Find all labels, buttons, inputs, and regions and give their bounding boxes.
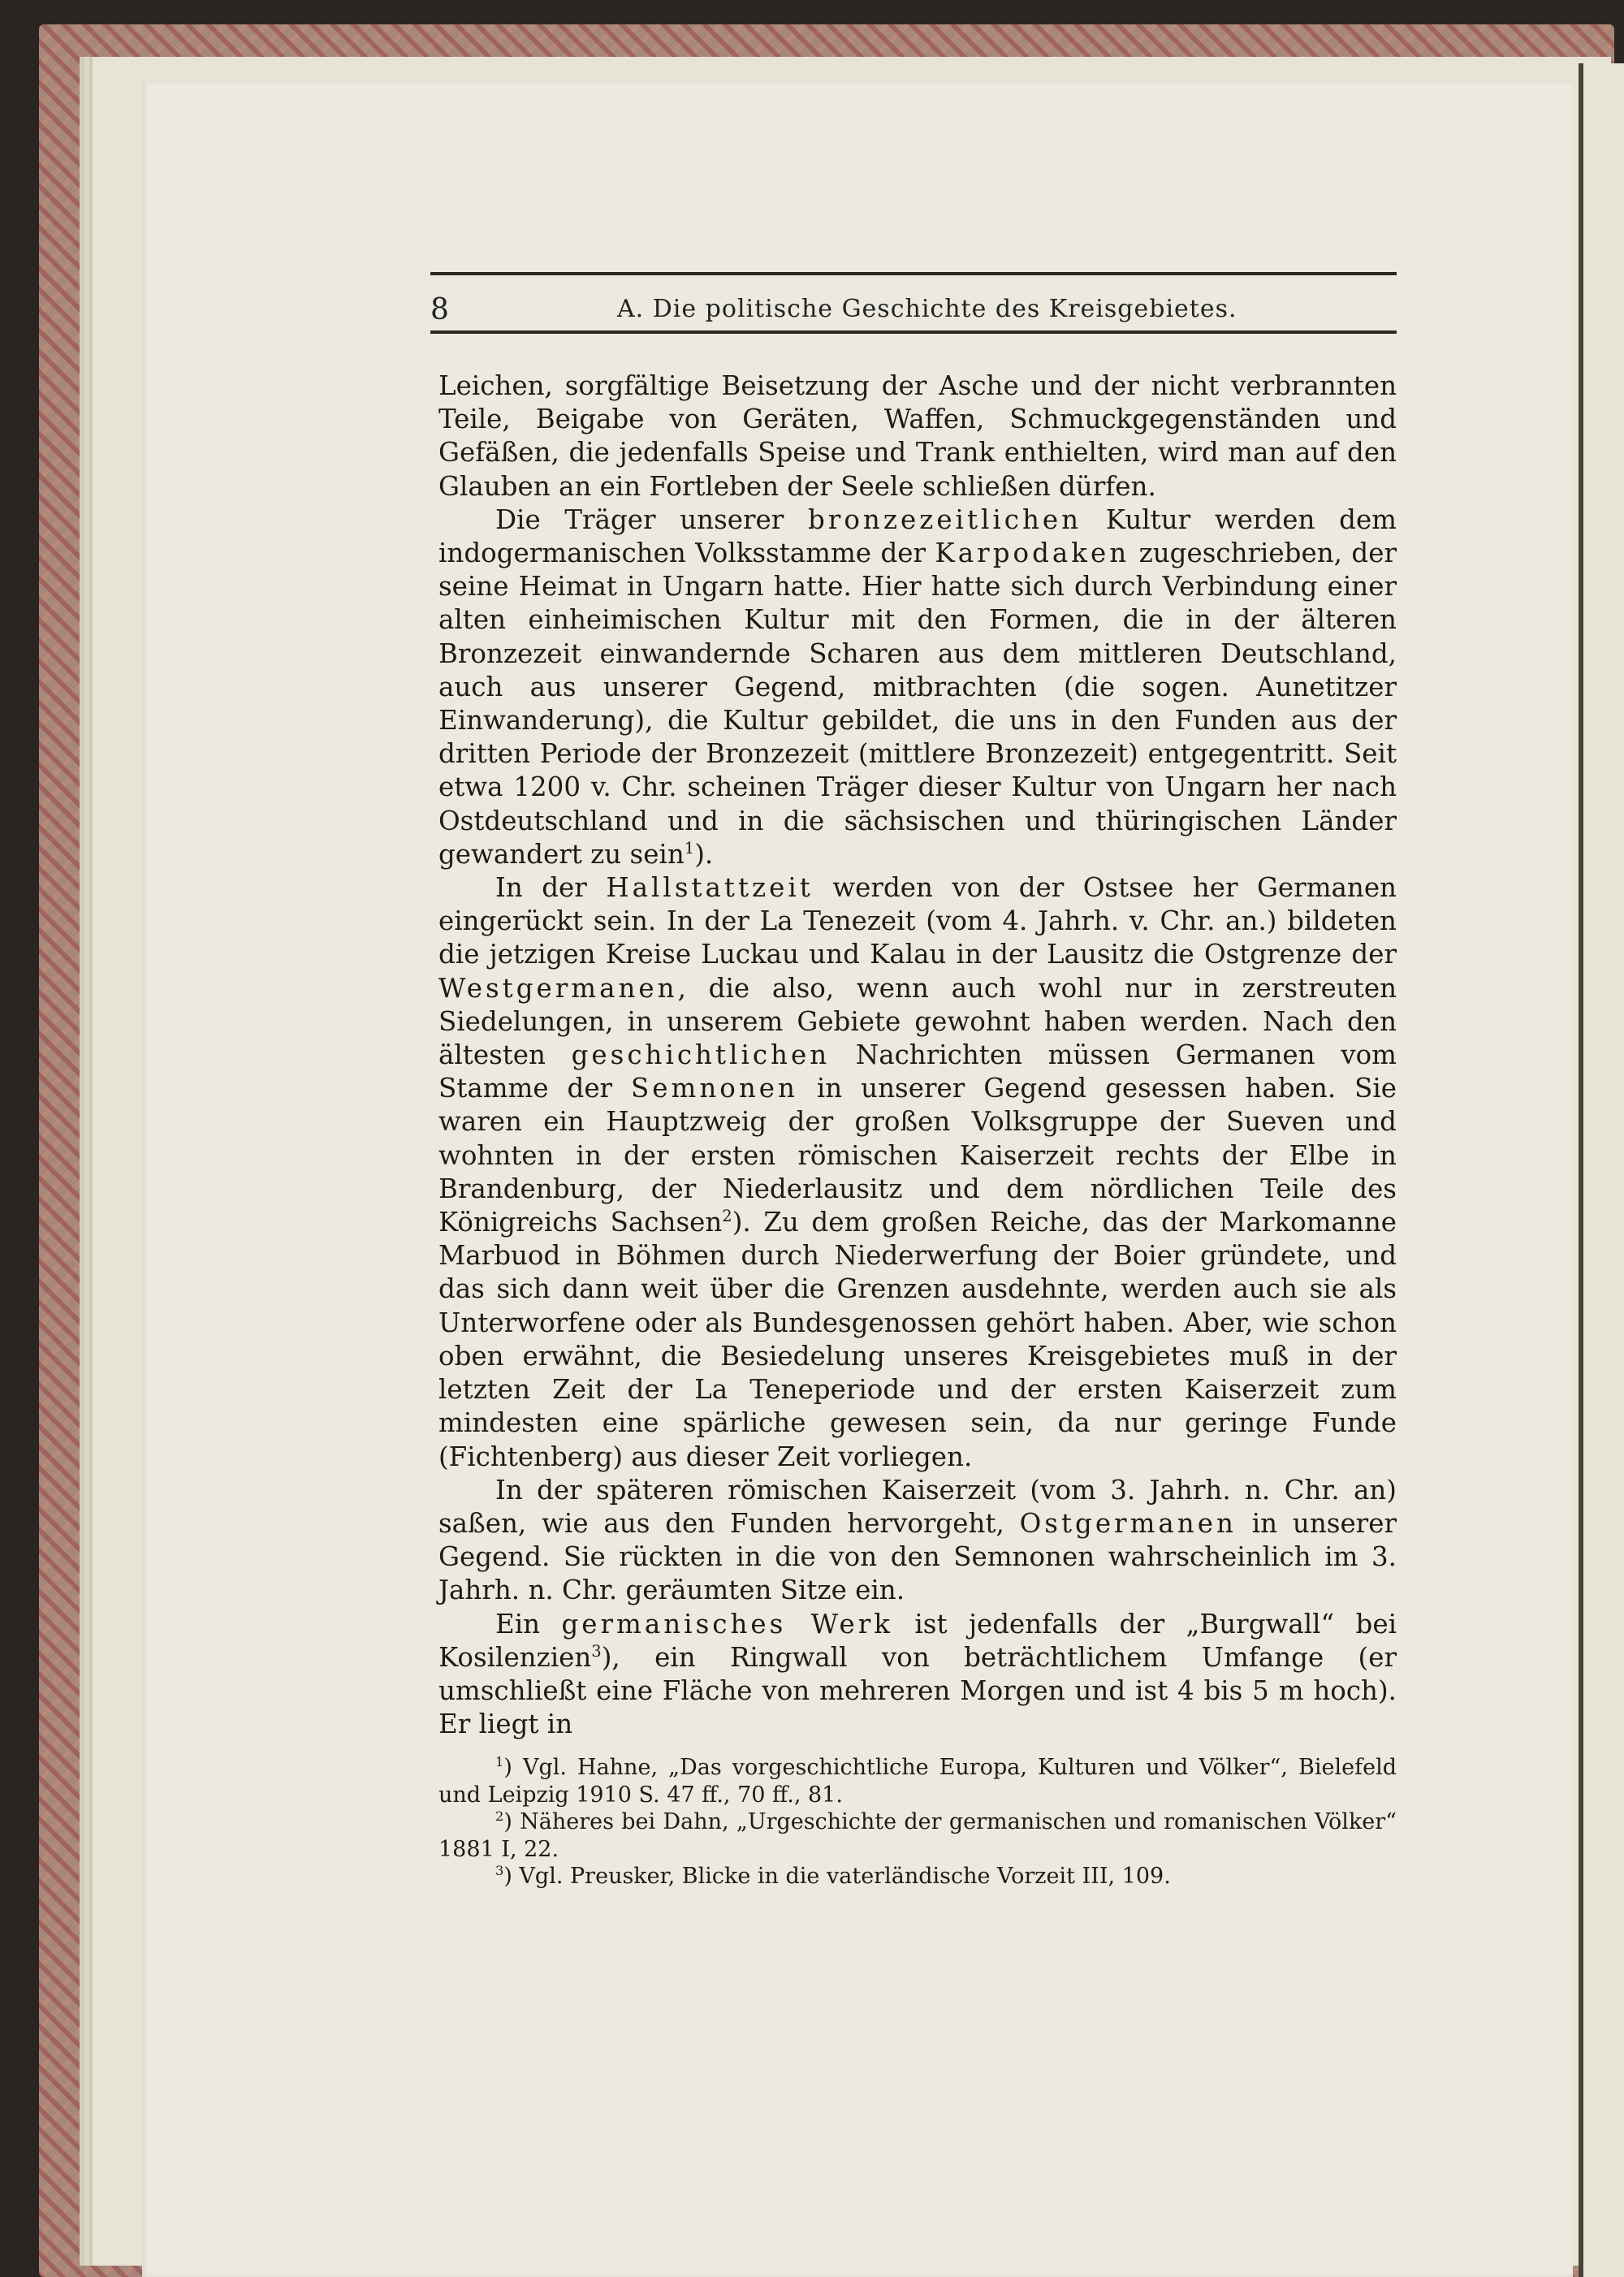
footnote-ref-3: 3 — [591, 1641, 602, 1661]
footnote-2: $^2$) Näheres bei Dahn, „Urgeschichte der germanischen und romanischen Völker“ 1881 I, 22. — [438, 1808, 1397, 1862]
facing-page-edge — [1579, 63, 1624, 2277]
footnote-ref-1: 1 — [684, 839, 695, 858]
page-number: 8 — [430, 293, 449, 326]
footnote-1: $^1$) Vgl. Hahne, „Das vorgeschichtliche Europa, Kulturen und Völker“, Bielefeld und Leipzig 1910 S. 47 ff., 70 ff., 81. — [438, 1754, 1397, 1808]
running-title: A. Die politische Geschichte des Kreisgebietes. — [617, 295, 1237, 323]
paragraph-2: Die Träger unserer bronzezeitlichen Kultur werden dem indogermanischen Volksstamme der Karpodaken zugeschrieben, der seine Heimat in Ungarn hatte. Hier hatte sich durch Verbindung einer alten einheimischen Kultur mit den Formen, die in der älteren Bronzezeit einwandernde Scharen aus dem mittleren Deutschland, auch aus unserer Gegend, mitbrachten (die sogen. Aunetitzer Einwanderung), die Kultur gebildet, die uns in den Funden aus der dritten Periode der Bronzezeit (mittlere Bronzezeit) entgegentritt. Seit etwa 1200 v. Chr. scheinen Träger dieser Kultur von Ungarn her nach Ostdeutschland und in die sächsischen und thüringischen Länder gewandert zu sein$^1$). — [438, 503, 1397, 870]
header-rule-top — [430, 272, 1397, 275]
paragraph-5: Ein germanisches Werk ist jedenfalls der „Burgwall“ bei Kosilenzien$^3$), ein Ringwall von beträchtlichem Umfange (er umschließt eine Fläche von mehreren Morgen und ist 4 bis 5 m hoch). Er liegt in — [438, 1608, 1397, 1740]
header-rule-bottom — [430, 331, 1397, 334]
paragraph-1: Leichen, sorgfältige Beisetzung der Asche und der nicht verbrannten Teile, Beigabe von Geräten, Waffen, Schmuckgegenständen und Gefäßen, die jedenfalls Speise und Trank enthielten, wird man auf den Glauben an ein Fortleben der Seele schließen dürfen. — [438, 370, 1397, 502]
body-text — [438, 369, 1397, 1741]
paragraph-3: In der Hallstattzeit werden von der Ostsee her Germanen eingerückt sein. In der La Tenezeit (vom 4. Jahrh. v. Chr. an.) bildeten die jetzigen Kreise Luckau und Kalau in der Lausitz die Ostgrenze der Westgermanen, die also, wenn auch wohl nur in zerstreuten Siedelungen, in unserem Gebiete gewohnt haben werden. Nach den ältesten geschichtlichen Nachrichten müssen Germanen vom Stamme der Semnonen in unserer Gegend gesessen haben. Sie waren ein Hauptzweig der großen Volksgruppe der Sueven und wohnten in der ersten römischen Kaiserzeit rechts der Elbe in Brandenburg, der Niederlausitz und dem nördlichen Teile des Königreichs Sachsen$^2$). Zu dem großen Reiche, das der Markomanne Marbuod in Böhmen durch Niederwerfung der Boier gründete, und das sich dann weit über die Grenzen ausdehnte, werden auch sie als Unterworfene oder als Bundesgenossen gehört haben. Aber, wie schon oben erwähnt, die Besiedelung unseres Kreisgebietes muß in der letzten Zeit der La Teneperiode und der ersten Kaiserzeit zum mindesten eine spärliche gewesen sein, da nur geringe Funde (Fichtenberg) aus dieser Zeit vorliegen. — [438, 872, 1397, 1472]
paragraph-4: In der späteren römischen Kaiserzeit (vom 3. Jahrh. n. Chr. an) saßen, wie aus den Funden hervorgeht, Ostgermanen in unserer Gegend. Sie rückten in die von den Semnonen wahrscheinlich im 3. Jahrh. n. Chr. geräumten Sitze ein. — [438, 1474, 1397, 1606]
footnotes — [438, 1754, 1397, 1890]
running-head — [430, 272, 1397, 339]
footnote-3: $^3$) Vgl. Preusker, Blicke in die vaterländische Vorzeit III, 109. — [495, 1863, 1171, 1889]
footnote-ref-2: 2 — [722, 1207, 732, 1226]
